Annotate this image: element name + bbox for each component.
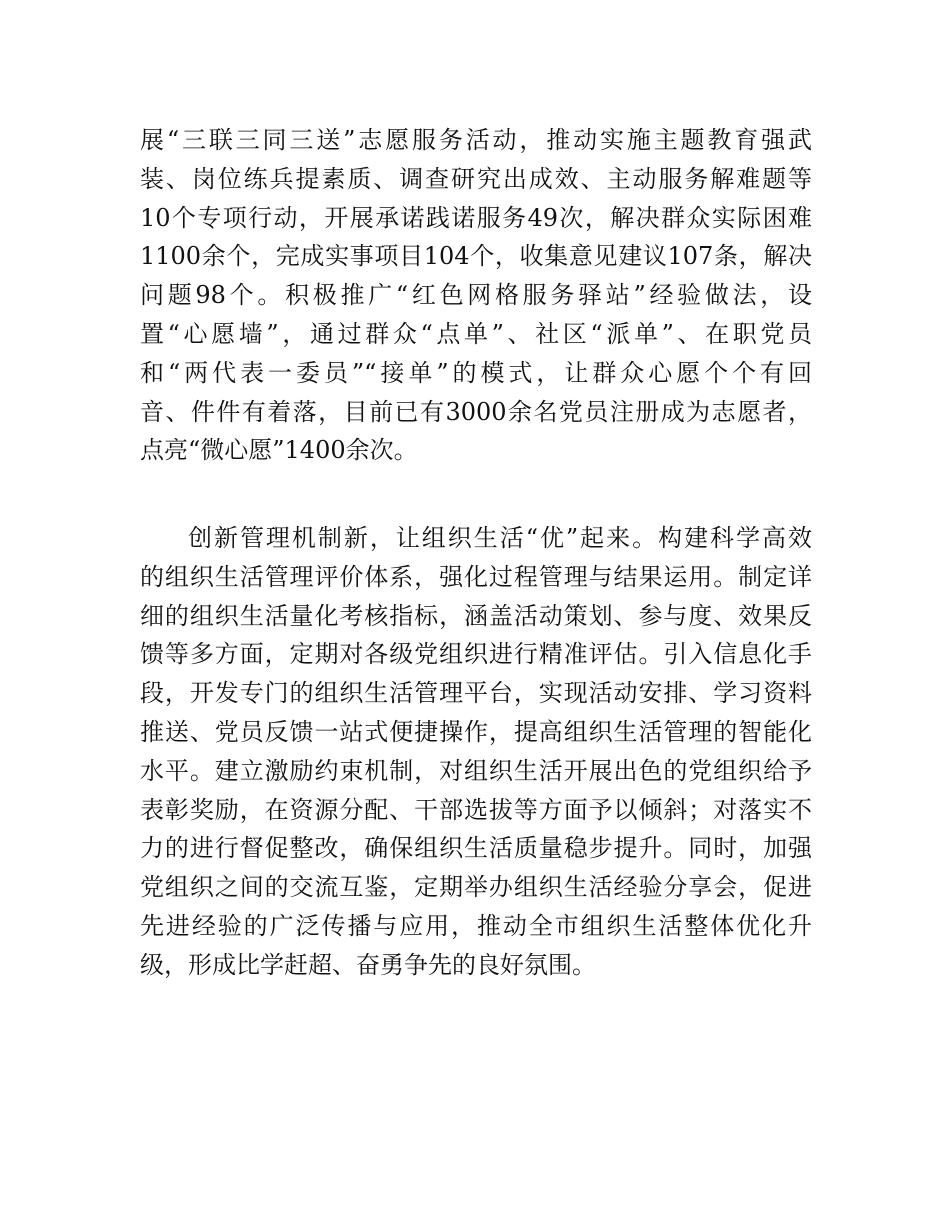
- paragraph-line: 力的进行督促整改，确保组织生活质量稳步提升。同时，加强: [140, 834, 812, 863]
- paragraph-line: 创新管理机制新，让组织生活“优”起来。构建科学高效: [188, 524, 812, 552]
- paragraph-line: 音、件件有着落，目前已有3000余名党员注册成为志愿者，: [140, 397, 812, 426]
- paragraph-line: 推送、党员反馈一站式便捷操作，提高组织生活管理的智能化: [140, 717, 812, 746]
- paragraph-line: 表彰奖励，在资源分配、干部选拔等方面予以倾斜；对落实不: [140, 795, 812, 824]
- paragraph-line: 的组织生活管理评价体系，强化过程管理与结果运用。制定详: [140, 562, 812, 591]
- paragraph-line: 置“心愿墙”，通过群众“点单”、社区“派单”、在职党员: [140, 319, 812, 348]
- paragraph-line: 党组织之间的交流互鉴，定期举办组织生活经验分享会，促进: [140, 873, 812, 902]
- paragraph-management-mechanism: [140, 519, 812, 985]
- paragraph-line: 和“两代表一委员”“接单”的模式，让群众心愿个个有回: [140, 358, 812, 387]
- paragraph-line: 展“三联三同三送”志愿服务活动，推动实施主题教育强武: [140, 126, 812, 154]
- paragraph-line: 问题98个。积极推广“红色网格服务驿站”经验做法，设: [140, 281, 812, 310]
- paragraph-line: 装、岗位练兵提素质、调查研究出成效、主动服务解难题等: [140, 164, 812, 193]
- paragraph-line: 10个专项行动，开展承诺践诺服务49次，解决群众实际困难: [140, 203, 812, 232]
- paragraph-line: 水平。建立激励约束机制，对组织生活开展出色的党组织给予: [140, 756, 812, 785]
- paragraph-line: 1100余个，完成实事项目104个，收集意见建议107条，解决: [140, 242, 812, 271]
- paragraph-line: 段，开发专门的组织生活管理平台，实现活动安排、学习资料: [140, 679, 812, 708]
- paragraph-line: 先进经验的广泛传播与应用，推动全市组织生活整体优化升: [140, 911, 812, 940]
- paragraph-line: 馈等多方面，定期对各级党组织进行精准评估。引入信息化手: [140, 640, 812, 669]
- paragraph-line: 细的组织生活量化考核指标，涵盖活动策划、参与度、效果反: [140, 601, 812, 630]
- paragraph-volunteer-service: [140, 121, 812, 470]
- paragraph-line: 点亮“微心愿”1400余次。: [140, 436, 418, 465]
- paragraph-line: 级，形成比学赶超、奋勇争先的良好氛围。: [140, 950, 596, 979]
